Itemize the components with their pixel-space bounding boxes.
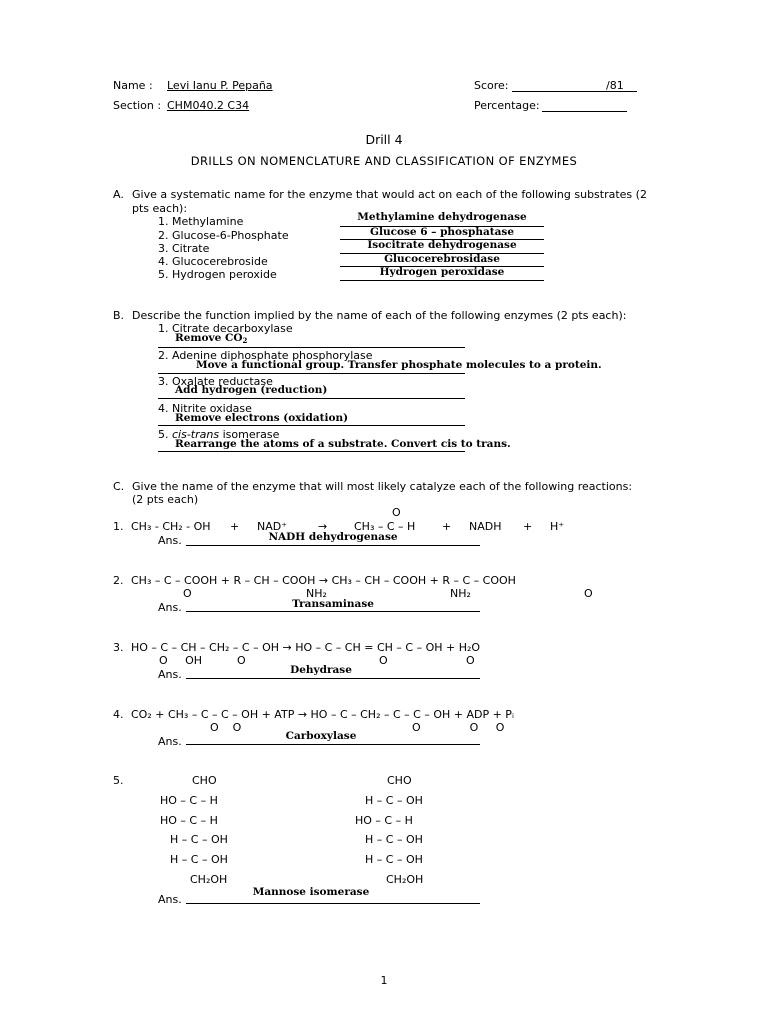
answer-b-1: Remove $CO_2$ bbox=[175, 332, 248, 345]
score-label: Score: bbox=[474, 79, 509, 92]
answer-line bbox=[158, 425, 465, 426]
reaction-2-sub-o: O bbox=[183, 587, 192, 600]
fischer-right-row: CH₂OH bbox=[386, 873, 424, 886]
section-b-item-label: 3. Oxalate reductase bbox=[158, 375, 273, 388]
fischer-left-row: CH₂OH bbox=[190, 873, 228, 886]
answer-c-1: NADH dehydrogenase bbox=[268, 531, 398, 543]
answer-a-4: Glucocerebrosidase bbox=[384, 253, 500, 265]
section-c-instruction-cont: (2 pts each) bbox=[132, 493, 199, 506]
fischer-right-row: HO – C – H bbox=[355, 814, 413, 827]
reaction-4-sub-right: O O O bbox=[412, 721, 505, 734]
fischer-right-row: H – C – OH bbox=[365, 794, 423, 807]
ans-label: Ans. bbox=[158, 893, 182, 906]
reaction-5-number: 5. bbox=[113, 774, 124, 787]
reaction-1-plus: + bbox=[442, 520, 452, 533]
section-a-instruction: Give a systematic name for the enzyme that would act on each of the following substrates (2 bbox=[132, 188, 647, 201]
ans-label: Ans. bbox=[158, 534, 182, 547]
answer-a-1: Methylamine dehydrogenase bbox=[357, 211, 527, 223]
reaction-3-sub-groups: O OH O bbox=[159, 654, 246, 667]
answer-b-4: Remove electrons (oxidation) bbox=[175, 412, 349, 424]
reaction-1-reactant: CH₃ - CH₂ - OH bbox=[131, 520, 211, 533]
answer-line bbox=[186, 611, 480, 612]
reaction-4-sub-left: O O bbox=[210, 721, 242, 734]
reaction-1-plus: + bbox=[230, 520, 240, 533]
answer-line bbox=[158, 373, 465, 374]
section-b-item-label: 1. Citrate decarboxylase bbox=[158, 322, 293, 335]
answer-line bbox=[340, 280, 544, 281]
reaction-2-sub-nh2: NH₂ bbox=[306, 587, 327, 600]
reaction-1-product: CH₃ – C – H bbox=[354, 520, 416, 533]
answer-line bbox=[158, 347, 465, 348]
answer-a-2: Glucose 6 – phosphatase bbox=[369, 226, 515, 238]
reaction-4-equation: CO₂ + CH₃ – C – C – OH + ATP → HO – C – CH₂ – C – C – OH + ADP + Pᵢ bbox=[131, 708, 514, 721]
answer-line bbox=[186, 678, 480, 679]
answer-c-5: Mannose isomerase bbox=[252, 886, 370, 898]
reaction-2-sub-nh2: NH₂ bbox=[450, 587, 471, 600]
fischer-right-row: CHO bbox=[387, 774, 412, 787]
section-a-item-label: 3. Citrate bbox=[158, 242, 210, 255]
fischer-left-row: HO – C – H bbox=[160, 814, 218, 827]
reaction-1-number: 1. bbox=[113, 520, 124, 533]
section-b-item-label: 4. Nitrite oxidase bbox=[158, 402, 252, 415]
section-b-letter: B. bbox=[113, 309, 125, 322]
section-c-instruction: Give the name of the enzyme that will most likely catalyze each of the following reactions: bbox=[132, 480, 633, 493]
answer-c-3: Dehydrase bbox=[290, 664, 352, 676]
page-title: Drill 4 bbox=[365, 132, 403, 147]
reaction-2-number: 2. bbox=[113, 574, 124, 587]
ans-label: Ans. bbox=[158, 735, 182, 748]
reaction-1-plus: + bbox=[523, 520, 533, 533]
answer-line bbox=[186, 744, 480, 745]
ans-label: Ans. bbox=[158, 601, 182, 614]
score-total: /81 bbox=[606, 79, 624, 92]
section-c-letter: C. bbox=[113, 480, 125, 493]
answer-a-3: Isocitrate dehydrogenase bbox=[367, 239, 517, 251]
section-a-item-label: 4. Glucocerebroside bbox=[158, 255, 268, 268]
name-value: Levi Ianu P. Pepaña bbox=[167, 79, 273, 92]
reaction-1-carbonyl-o: O bbox=[392, 506, 401, 519]
reaction-4-number: 4. bbox=[113, 708, 124, 721]
answer-line bbox=[186, 545, 480, 546]
percentage-label: Percentage: bbox=[474, 99, 540, 112]
percentage-blank-line bbox=[542, 111, 627, 112]
section-a-item-label: 1. Methylamine bbox=[158, 215, 244, 228]
fischer-right-row: H – C – OH bbox=[365, 853, 423, 866]
section-b-instruction: Describe the function implied by the name of each of the following enzymes (2 pts each): bbox=[132, 309, 627, 322]
answer-c-4: Carboxylase bbox=[285, 730, 357, 742]
answer-line bbox=[186, 903, 480, 904]
name-label: Name : bbox=[113, 79, 153, 92]
fischer-left-row: HO – C – H bbox=[160, 794, 218, 807]
section-a-instruction-cont: pts each): bbox=[132, 202, 188, 215]
fischer-left-row: CHO bbox=[192, 774, 217, 787]
answer-a-5: Hydrogen peroxidase bbox=[379, 266, 505, 278]
reaction-2-sub-o: O bbox=[584, 587, 593, 600]
section-a-letter: A. bbox=[113, 188, 124, 201]
reaction-3-number: 3. bbox=[113, 641, 124, 654]
reaction-3-sub-o: O bbox=[379, 654, 388, 667]
section-a-item-label: 2. Glucose-6-Phosphate bbox=[158, 229, 289, 242]
answer-b-2: Move a functional group. Transfer phosphate molecules to a protein. bbox=[196, 359, 602, 371]
page-subtitle: DRILLS ON NOMENCLATURE AND CLASSIFICATION OF ENZYMES bbox=[190, 154, 578, 168]
arrow-icon: → bbox=[318, 520, 328, 533]
section-b-item-label: 2. Adenine diphosphate phosphorylase bbox=[158, 349, 373, 362]
fischer-left-row: H – C – OH bbox=[170, 833, 228, 846]
answer-b-5: Rearrange the atoms of a substrate. Convert cis to trans. bbox=[175, 438, 511, 450]
fischer-left-row: H – C – OH bbox=[170, 853, 228, 866]
reaction-1-nadh: NADH bbox=[469, 520, 502, 533]
page-number: 1 bbox=[380, 974, 388, 987]
reaction-1-proton: H⁺ bbox=[550, 520, 565, 533]
reaction-1-nad: NAD⁺ bbox=[257, 520, 288, 533]
section-a-item-label: 5. Hydrogen peroxide bbox=[158, 268, 277, 281]
answer-b-3: Add hydrogen (reduction) bbox=[175, 384, 328, 396]
ans-label: Ans. bbox=[158, 668, 182, 681]
reaction-3-equation: HO – C – CH – CH₂ – C – OH → HO – C – CH = CH – C – OH + H₂O bbox=[131, 641, 481, 654]
section-b-item-label: 5. cis-trans isomerase bbox=[158, 428, 280, 441]
reaction-2-equation: CH₃ – C – COOH + R – CH – COOH → CH₃ – CH – COOH + R – C – COOH bbox=[131, 574, 516, 587]
reaction-3-sub-o: O bbox=[466, 654, 475, 667]
answer-line bbox=[158, 398, 465, 399]
section-label: Section : bbox=[113, 99, 162, 112]
answer-c-2: Transaminase bbox=[292, 598, 374, 610]
answer-line bbox=[158, 451, 465, 452]
fischer-right-row: H – C – OH bbox=[365, 833, 423, 846]
section-value: CHM040.2 C34 bbox=[167, 99, 250, 112]
